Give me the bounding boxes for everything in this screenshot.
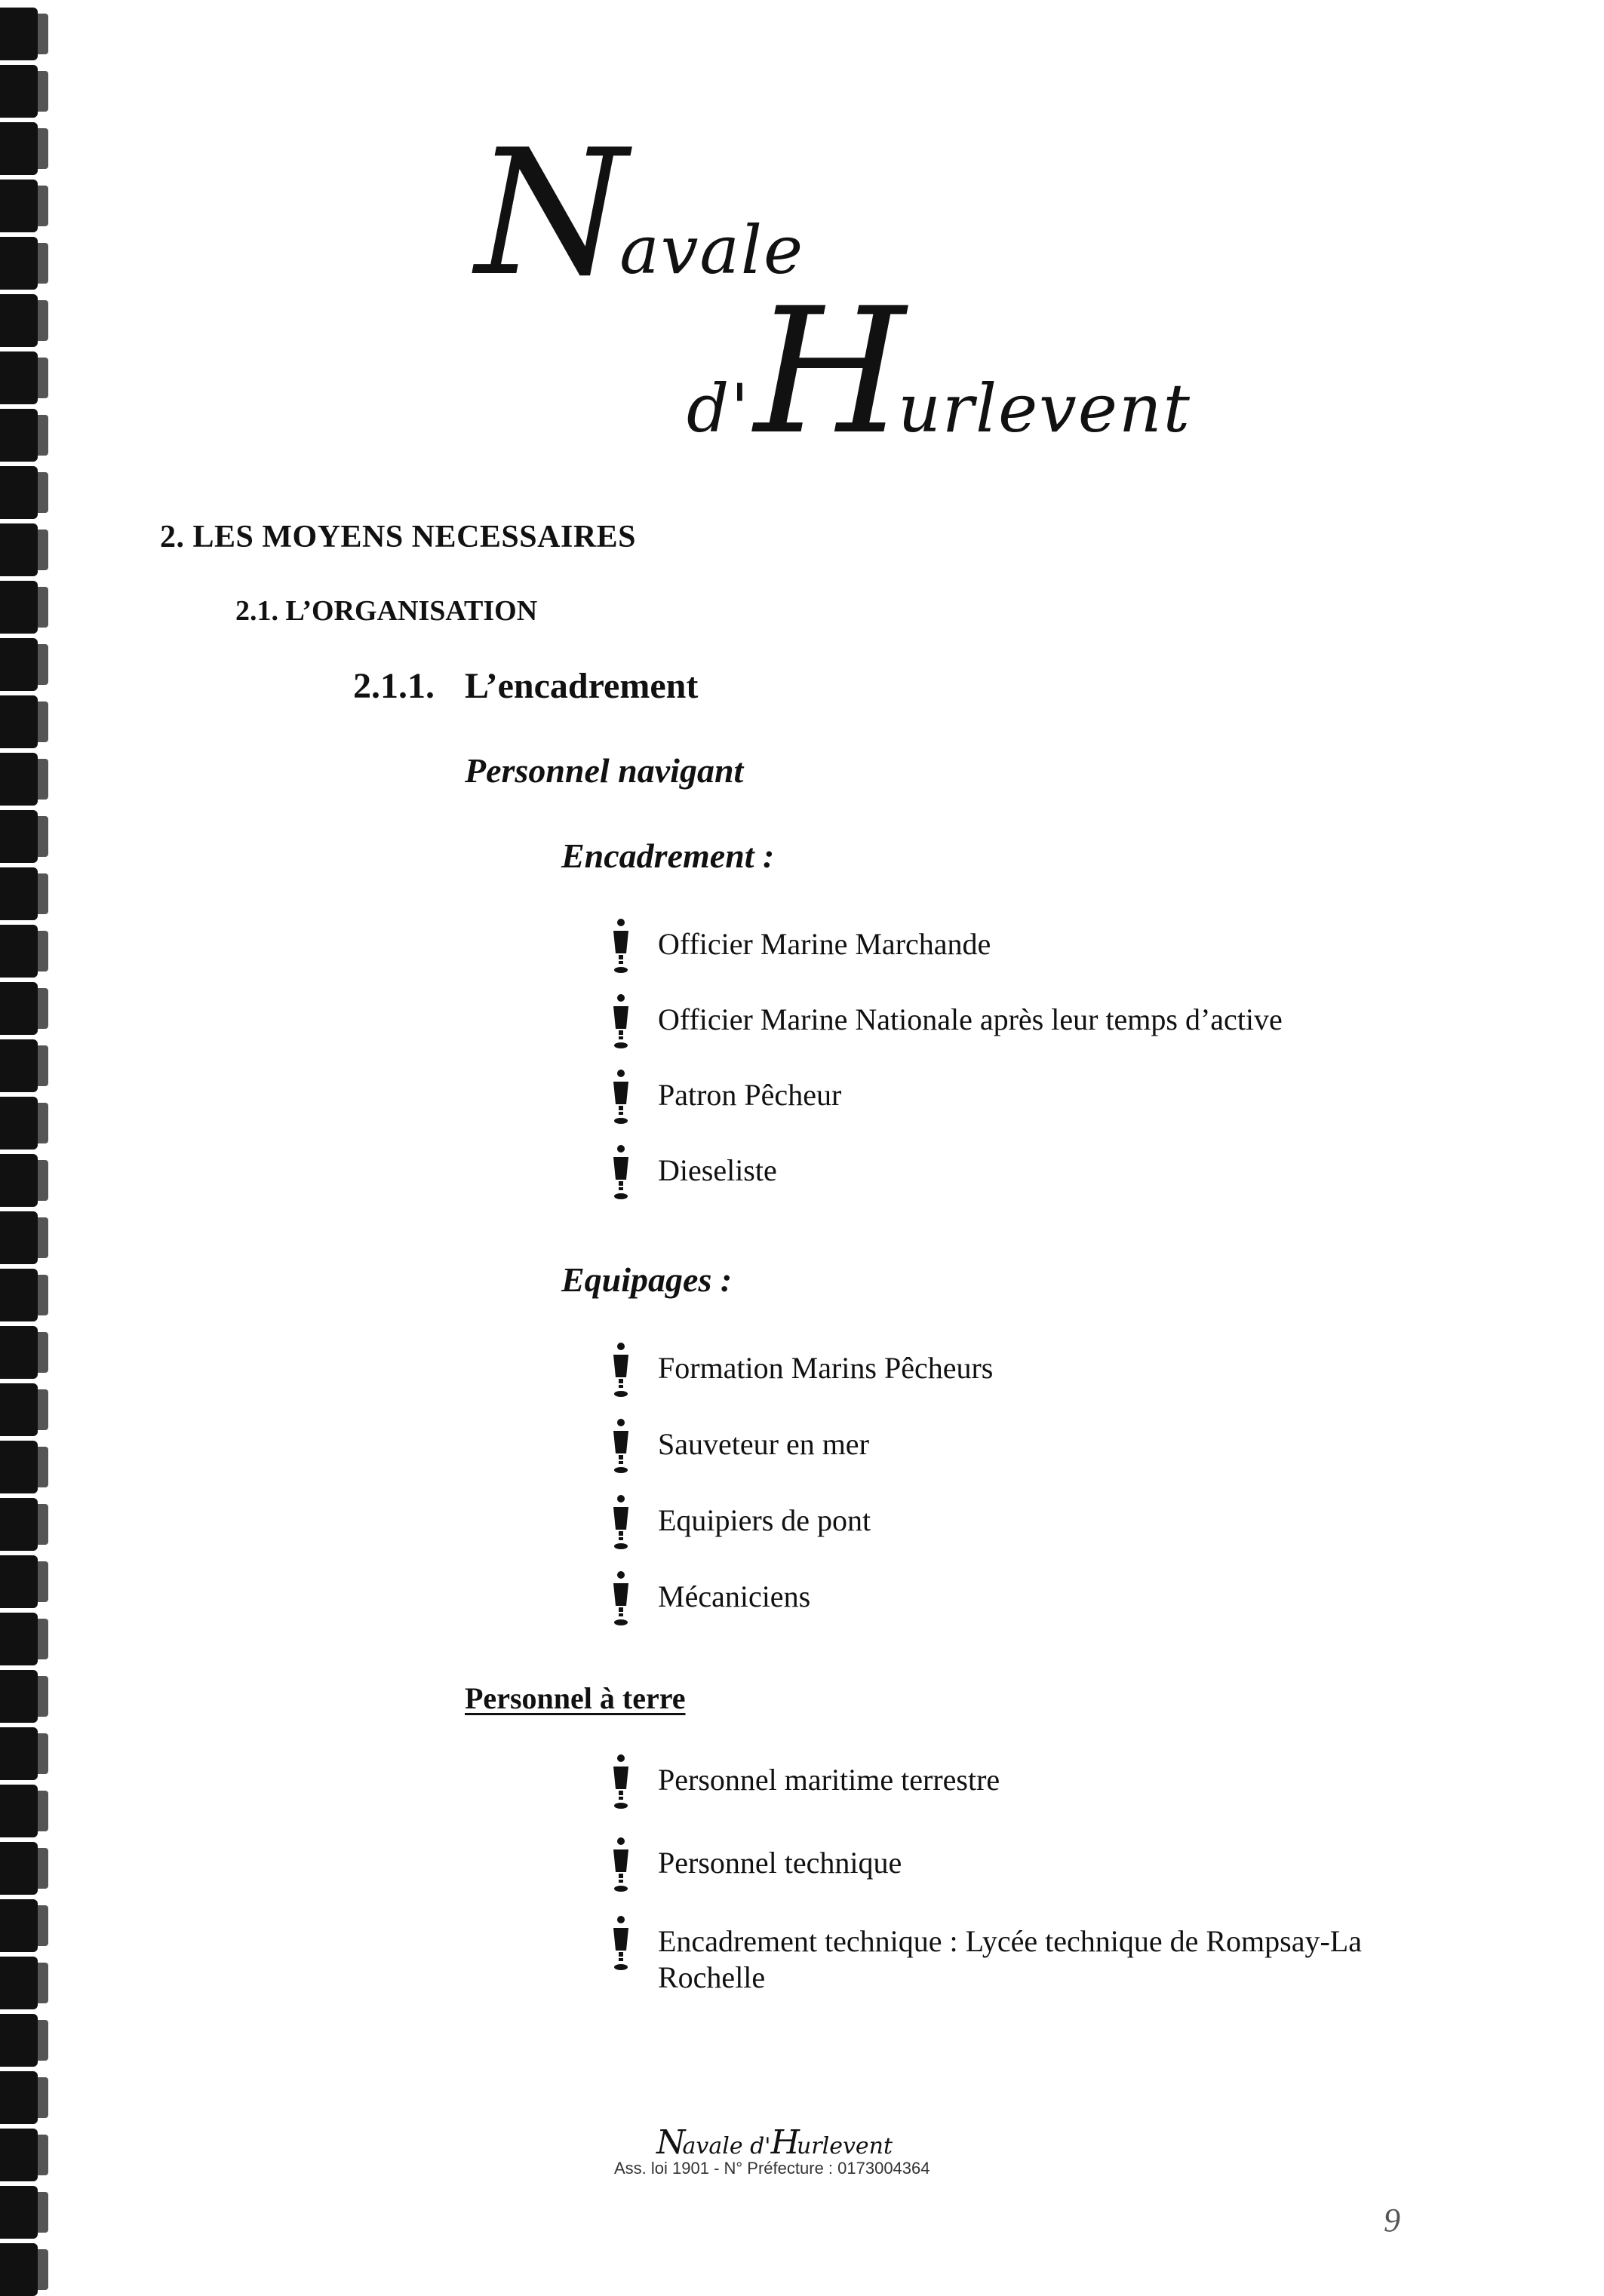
list-item [610,1002,1485,1038]
binding-ring [0,867,38,920]
person-bullet-icon [610,1570,632,1627]
binding-ring [0,810,38,863]
personnel-terre-list [610,1762,1485,1996]
personnel-navigant-title: Personnel navigant [465,751,744,790]
logo-text-d: d' [687,370,751,447]
binding-ring [0,2186,38,2239]
subsubsection-title: L’encadrement [465,666,699,706]
person-bullet-icon [610,1068,632,1125]
footer-logo-text-2: urlevent [796,2133,893,2159]
footer-logo [656,2123,893,2162]
binding-ring [0,1039,38,1092]
binding-ring [0,2014,38,2067]
spiral-binding [0,0,60,2265]
binding-ring [0,1785,38,1837]
binding-ring [0,1326,38,1379]
page-number: 9 [1384,2202,1400,2239]
binding-ring [0,1957,38,2009]
binding-ring [0,351,38,404]
list-item [610,1579,1485,1615]
subsubsection-heading [353,665,698,707]
binding-ring [0,237,38,290]
binding-ring [0,1555,38,1608]
binding-ring [0,1842,38,1895]
logo-text-urlevent: urlevent [898,370,1191,447]
encadrement-list [610,926,1485,1189]
list-item [610,1350,1485,1386]
binding-ring [0,1670,38,1723]
personnel-terre-title: Personnel à terre [465,1681,686,1715]
binding-ring [0,1097,38,1150]
logo-text-avale: avale [619,211,805,289]
person-bullet-icon [610,1143,632,1201]
binding-ring [0,695,38,748]
list-item-text: Patron Pêcheur [658,1078,842,1112]
list-item-text: Officier Marine Nationale après leur temps d’active [658,1002,1283,1036]
list-item [610,1503,1485,1539]
person-bullet-icon [610,1914,632,1972]
binding-ring [0,466,38,519]
binding-ring [0,523,38,576]
binding-ring [0,1269,38,1321]
footer-logo-cap-n: N [656,2123,683,2162]
footer-logo-text-1: avale d' [682,2133,771,2159]
person-bullet-icon [610,1417,632,1475]
binding-ring [0,982,38,1035]
person-bullet-icon [610,1753,632,1810]
list-item-text: Officier Marine Marchande [658,927,991,961]
list-item-text: Sauveteur en mer [658,1427,869,1461]
binding-ring [0,65,38,118]
list-item [610,1923,1443,1996]
list-item-text: Dieseliste [658,1153,777,1187]
list-item [610,1762,1485,1798]
list-item-text: Personnel maritime terrestre [658,1763,1000,1797]
list-item [610,1077,1485,1113]
binding-ring [0,1383,38,1436]
subsubsection-number: 2.1.1. [353,666,435,706]
binding-ring [0,1211,38,1264]
equipages-list [610,1350,1485,1615]
list-item [610,1845,1485,1881]
person-bullet-icon [610,1836,632,1893]
binding-ring [0,1154,38,1207]
binding-ring [0,1498,38,1551]
logo-cap-h: H [754,272,899,473]
binding-ring [0,925,38,978]
list-item-text: Personnel technique [658,1846,902,1880]
person-bullet-icon [610,917,632,975]
list-item [610,1426,1485,1463]
equipages-title: Equipages : [561,1260,733,1299]
list-item-text: Mécaniciens [658,1579,811,1613]
person-bullet-icon [610,1493,632,1551]
binding-ring [0,1613,38,1665]
binding-ring [0,1899,38,1952]
list-item-text: Equipiers de pont [658,1503,871,1537]
binding-ring [0,1727,38,1780]
binding-ring [0,753,38,806]
binding-ring [0,638,38,691]
binding-ring [0,2071,38,2124]
list-item [610,926,1485,962]
binding-ring [0,581,38,634]
list-item-text: Formation Marins Pêcheurs [658,1351,994,1385]
binding-ring [0,409,38,462]
person-bullet-icon [610,1341,632,1398]
logo-line-hurlevent [687,272,1191,473]
binding-ring [0,180,38,232]
person-bullet-icon [610,993,632,1050]
list-item [610,1153,1485,1189]
binding-ring [0,122,38,175]
binding-ring [0,1441,38,1493]
binding-ring [0,8,38,60]
list-item-text: Encadrement technique : Lycée technique de Rompsay-La Rochelle [658,1924,1362,1994]
binding-ring [0,2243,38,2296]
footer-logo-cap-h: H [770,2123,797,2162]
section-title: 2. LES MOYENS NECESSAIRES [160,520,637,554]
encadrement-title: Encadrement : [561,836,775,875]
binding-ring [0,294,38,347]
binding-ring [0,2129,38,2181]
logo-cap-n: N [475,113,620,315]
footer-registration: Ass. loi 1901 - N° Préfecture : 0173004364 [614,2159,930,2178]
subsection-title: 2.1. L’ORGANISATION [235,595,538,627]
